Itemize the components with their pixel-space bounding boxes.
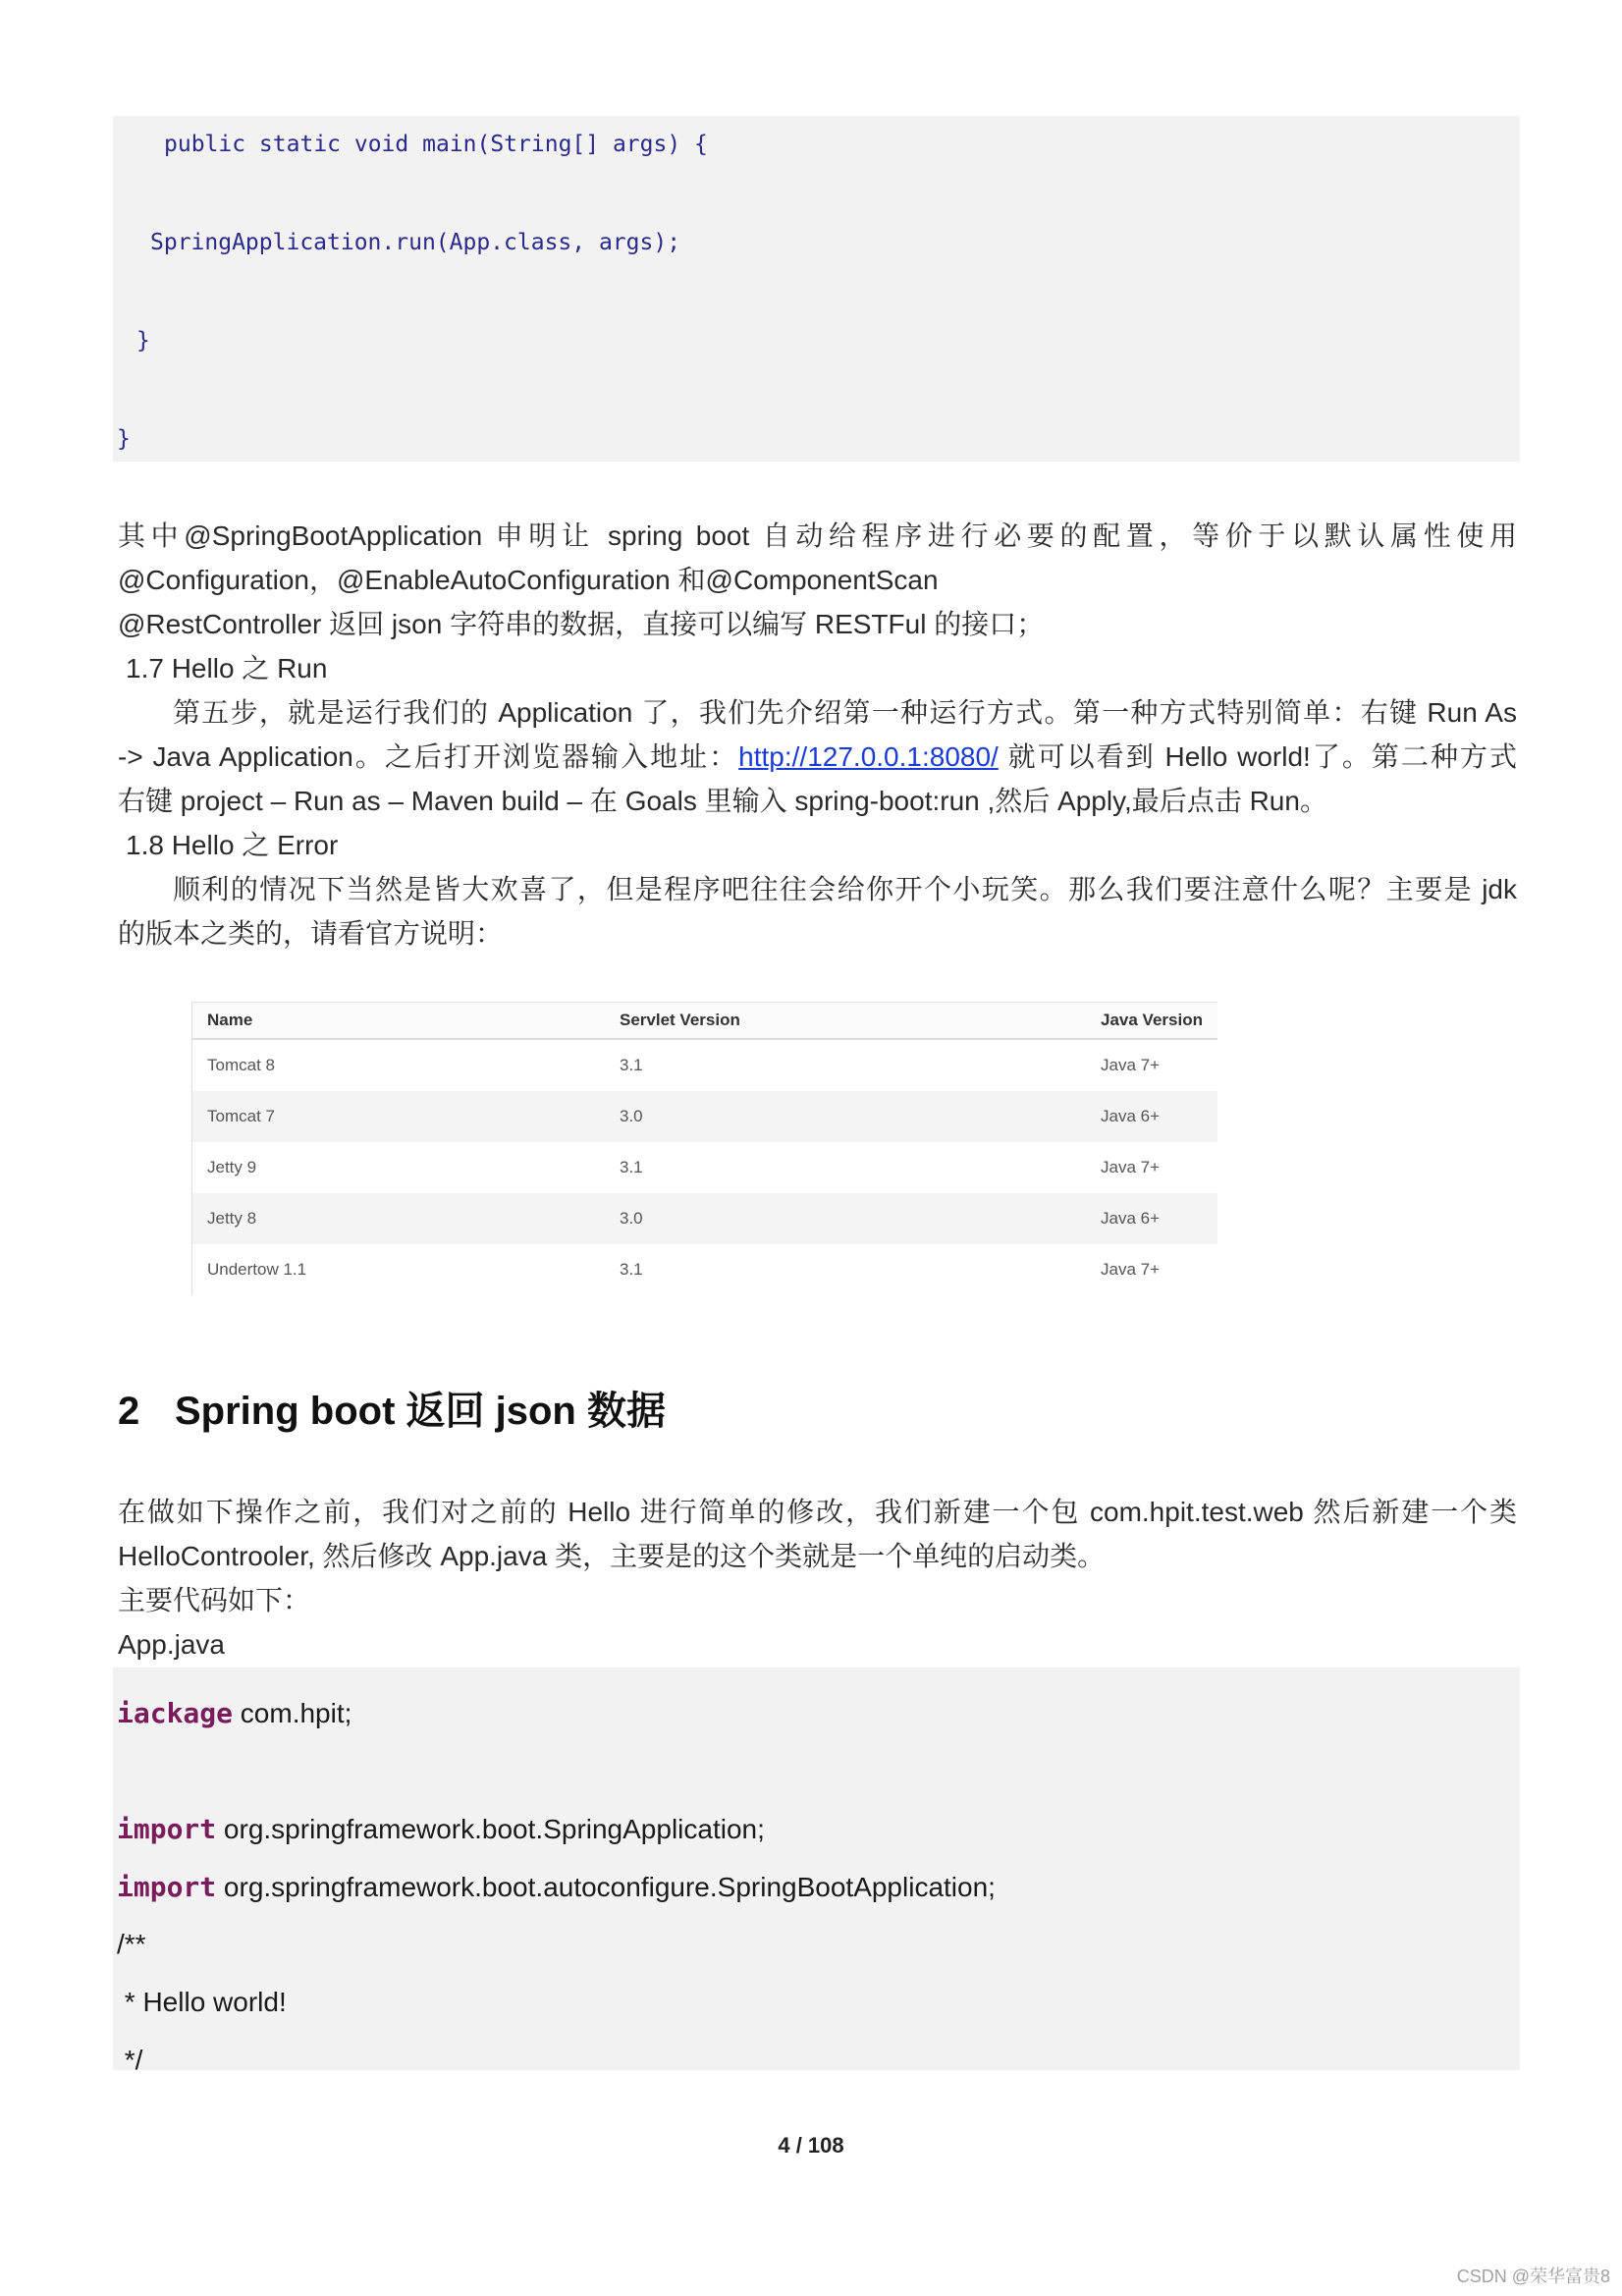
page-number: 4 / 108: [778, 2133, 844, 2158]
table-cell: 3.0: [605, 1193, 1086, 1244]
code-comment-line: /**: [117, 1929, 146, 1959]
table-header-servlet-version: Servlet Version: [605, 1003, 1086, 1040]
table-cell: Undertow 1.1: [207, 1260, 307, 1279]
code-line: }: [136, 328, 150, 354]
paragraph-run-line-3: 右键 project – Run as – Maven build – 在 Goals 里输入 spring-boot:run ,然后 Apply,最后点击 Run。: [118, 786, 1327, 816]
code-line: public static void main(String[] args) {: [164, 132, 708, 157]
paragraph-section2-line-2: HelloControoler, 然后修改 App.java 类，主要是的这个类就是一个单纯的启动类。: [118, 1541, 1106, 1571]
filename-label: App.java: [118, 1629, 225, 1660]
csdn-watermark: CSDN @荣华富贵8: [1456, 2267, 1610, 2286]
code-keyword: iackage: [117, 1697, 234, 1729]
table-cell: 3.1: [620, 1260, 643, 1279]
table-row: [192, 1193, 1218, 1244]
text-segment: -> Java Application。之后打开浏览器输入地址：: [118, 741, 739, 772]
code-line: SpringApplication.run(App.class, args);: [150, 230, 681, 255]
section-title: Spring boot 返回 json 数据: [175, 1390, 666, 1433]
code-comment-line: * Hello world!: [117, 1987, 287, 2017]
table-row: [192, 1091, 1218, 1142]
paragraph-run-line-1: 第五步，就是运行我们的 Application 了，我们先介绍第一种运行方式。第一种方式特别简单：右键 Run As: [173, 697, 1517, 728]
code-line: }: [117, 426, 131, 452]
section-number: 2: [118, 1390, 140, 1433]
section-heading: [118, 1380, 666, 1436]
table-header-name: Name: [192, 1003, 606, 1040]
table-cell: Jetty 9: [207, 1158, 257, 1176]
paragraph-error-line-1: 顺利的情况下当然是皆大欢喜了，但是程序吧往往会给你开个小玩笑。那么我们要注意什么呢？主要是 jdk: [173, 874, 1517, 904]
code-line: [117, 1871, 996, 1903]
code-block-main-method: [113, 116, 1520, 462]
localhost-link[interactable]: http://127.0.0.1:8080/: [738, 741, 999, 772]
servlet-container-table: [191, 1002, 1217, 1295]
table-cell: Java 6+: [1086, 1193, 1217, 1244]
paragraph-restcontroller: @RestController 返回 json 字符串的数据，直接可以编写 RESTFul 的接口；: [118, 609, 1045, 639]
table-cell: Java 7+: [1101, 1056, 1161, 1074]
table-cell: Tomcat 8: [207, 1056, 275, 1074]
table-cell: Java 6+: [1086, 1091, 1217, 1142]
table-cell: Java 7+: [1101, 1158, 1161, 1176]
table-row: [192, 1142, 1218, 1193]
code-comment-line: */: [117, 2045, 143, 2075]
code-keyword: import: [117, 1813, 217, 1845]
table-cell: Jetty 8: [192, 1193, 606, 1244]
paragraph-section2-line-1: 在做如下操作之前，我们对之前的 Hello 进行简单的修改，我们新建一个包 com.hpit.test.web 然后新建一个类: [118, 1497, 1517, 1527]
text-segment: 就可以看到 Hello world!了。第二种方式: [998, 741, 1517, 772]
code-line: [117, 1697, 351, 1729]
code-text: com.hpit;: [233, 1698, 352, 1728]
table-row: [192, 1244, 1218, 1295]
table-cell: 3.1: [620, 1056, 643, 1074]
code-block-app-java: [113, 1667, 1520, 2075]
code-keyword: import: [117, 1871, 217, 1903]
table-header-java-version: Java Version: [1086, 1003, 1217, 1040]
paragraph-error-line-2: 的版本之类的，请看官方说明：: [118, 918, 504, 949]
paragraph-main-code: 主要代码如下：: [118, 1585, 311, 1615]
table-cell: Java 7+: [1101, 1260, 1161, 1279]
table-header-row: [192, 1003, 1218, 1040]
subheading-hello-error: 1.8 Hello 之 Error: [126, 830, 339, 860]
table-cell: 3.0: [605, 1091, 1086, 1142]
paragraph-annotation-line-2: @Configuration，@EnableAutoConfiguration 和@ComponentScan: [118, 565, 939, 595]
table-cell: Tomcat 7: [192, 1091, 606, 1142]
code-line: [117, 1813, 765, 1845]
paragraph-annotation-line-1: 其中@SpringBootApplication 申明让 spring boot 自动给程序进行必要的配置，等价于以默认属性使用: [118, 520, 1517, 551]
code-text: org.springframework.boot.SpringApplication;: [216, 1814, 765, 1844]
table-cell: 3.1: [620, 1158, 643, 1176]
table-row: [192, 1039, 1218, 1091]
paragraph-run-line-2: [118, 735, 1517, 779]
subheading-hello-run: 1.7 Hello 之 Run: [126, 653, 328, 683]
code-text: org.springframework.boot.autoconfigure.SpringBootApplication;: [216, 1872, 996, 1902]
